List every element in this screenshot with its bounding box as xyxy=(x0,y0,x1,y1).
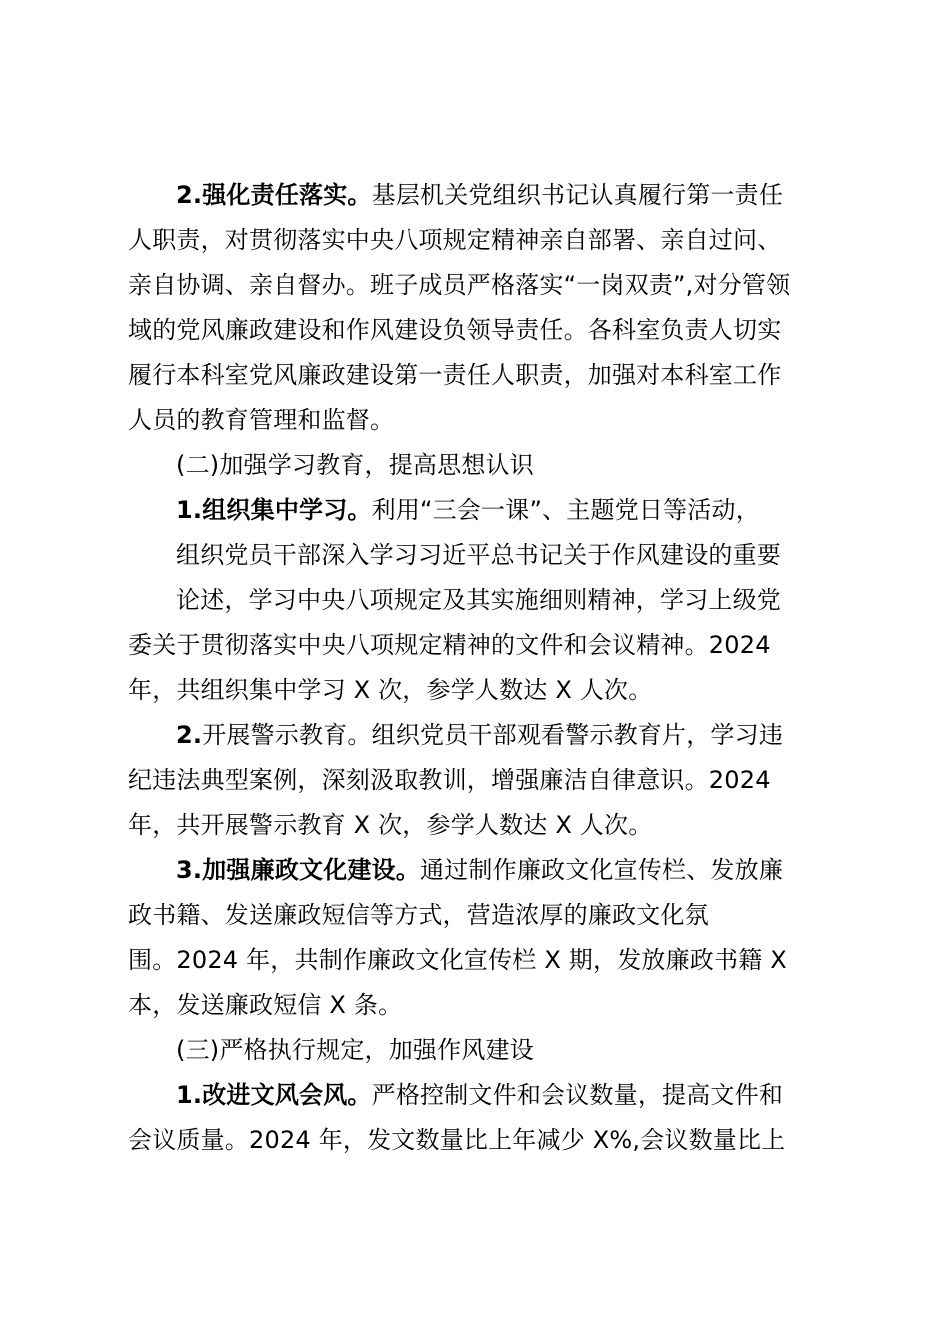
item-heading: 3.加强廉政文化建设。 xyxy=(176,856,421,884)
line-text: 基层机关党组织书记认真履行第一责任 xyxy=(371,181,784,209)
line-text: 委关于贯彻落实中央八项规定精神的文件和会议精神。2024 xyxy=(128,631,771,659)
paragraph-line xyxy=(128,315,781,345)
paragraph-line xyxy=(176,180,783,210)
line-text: 利用“三会一课”、主题党日等活动， xyxy=(371,496,760,524)
line-text: 论述，学习中央八项规定及其实施细则精神，学习上级党 xyxy=(176,586,781,614)
line-text: 年，共组织集中学习 X 次，参学人数达 X 人次。 xyxy=(128,676,653,704)
section-heading xyxy=(176,450,534,480)
paragraph-line xyxy=(128,1125,785,1155)
paragraph-line xyxy=(128,990,402,1020)
item-heading: 2. xyxy=(176,721,203,749)
paragraph-line xyxy=(128,945,787,975)
item-heading: 1.改进文风会风。 xyxy=(176,1081,372,1109)
line-text: 人员的教育管理和监督。 xyxy=(128,406,395,434)
paragraph-line xyxy=(176,585,781,615)
section-heading xyxy=(176,1035,534,1065)
line-text: 域的党风廉政建设和作风建设负领导责任。各科室负责人切实 xyxy=(128,316,782,344)
paragraph-line xyxy=(176,1080,783,1110)
line-text: 组织党员干部深入学习习近平总书记关于作风建设的重要 xyxy=(176,541,781,569)
paragraph-line xyxy=(128,270,790,300)
paragraph-line xyxy=(128,360,781,390)
line-text: 开展警示教育。组织党员干部观看警示教育片，学习违 xyxy=(202,721,784,749)
paragraph-line xyxy=(128,225,781,255)
line-text: 围。2024 年，共制作廉政文化宣传栏 X 期，发放廉政书籍 X xyxy=(128,946,787,974)
line-text: 履行本科室党风廉政建设第一责任人职责，加强对本科室工作 xyxy=(128,361,782,389)
item-heading: 2.强化责任落实。 xyxy=(176,181,372,209)
paragraph-line xyxy=(176,495,760,525)
line-text: (二)加强学习教育，提高思想认识 xyxy=(176,451,534,479)
paragraph-line xyxy=(128,630,771,660)
paragraph-line xyxy=(128,405,394,435)
line-text: 人职责，对贯彻落实中央八项规定精神亲自部署、亲自过问、 xyxy=(128,226,782,254)
line-text: 会议质量。2024 年，发文数量比上年减少 X%,会议数量比上 xyxy=(128,1126,786,1154)
paragraph-line xyxy=(176,720,783,750)
line-text: 纪违法典型案例，深刻汲取教训，增强廉洁自律意识。2024 xyxy=(128,766,771,794)
paragraph-line xyxy=(128,765,771,795)
line-text: 严格控制文件和会议数量，提高文件和 xyxy=(371,1081,784,1109)
paragraph-line xyxy=(128,675,652,705)
paragraph-line xyxy=(176,855,783,885)
paragraph-line xyxy=(176,540,781,570)
line-text: 亲自协调、亲自督办。班子成员严格落实“一岗双责”,对分管领 xyxy=(128,271,791,299)
line-text: 本，发送廉政短信 X 条。 xyxy=(128,991,403,1019)
paragraph-line xyxy=(128,810,652,840)
line-text: 年，共开展警示教育 X 次，参学人数达 X 人次。 xyxy=(128,811,653,839)
item-heading: 1.组织集中学习。 xyxy=(176,496,372,524)
line-text: 政书籍、发送廉政短信等方式，营造浓厚的廉政文化氛 xyxy=(128,901,709,929)
paragraph-line xyxy=(128,900,709,930)
line-text: (三)严格执行规定，加强作风建设 xyxy=(176,1036,534,1064)
line-text: 通过制作廉政文化宣传栏、发放廉 xyxy=(420,856,784,884)
